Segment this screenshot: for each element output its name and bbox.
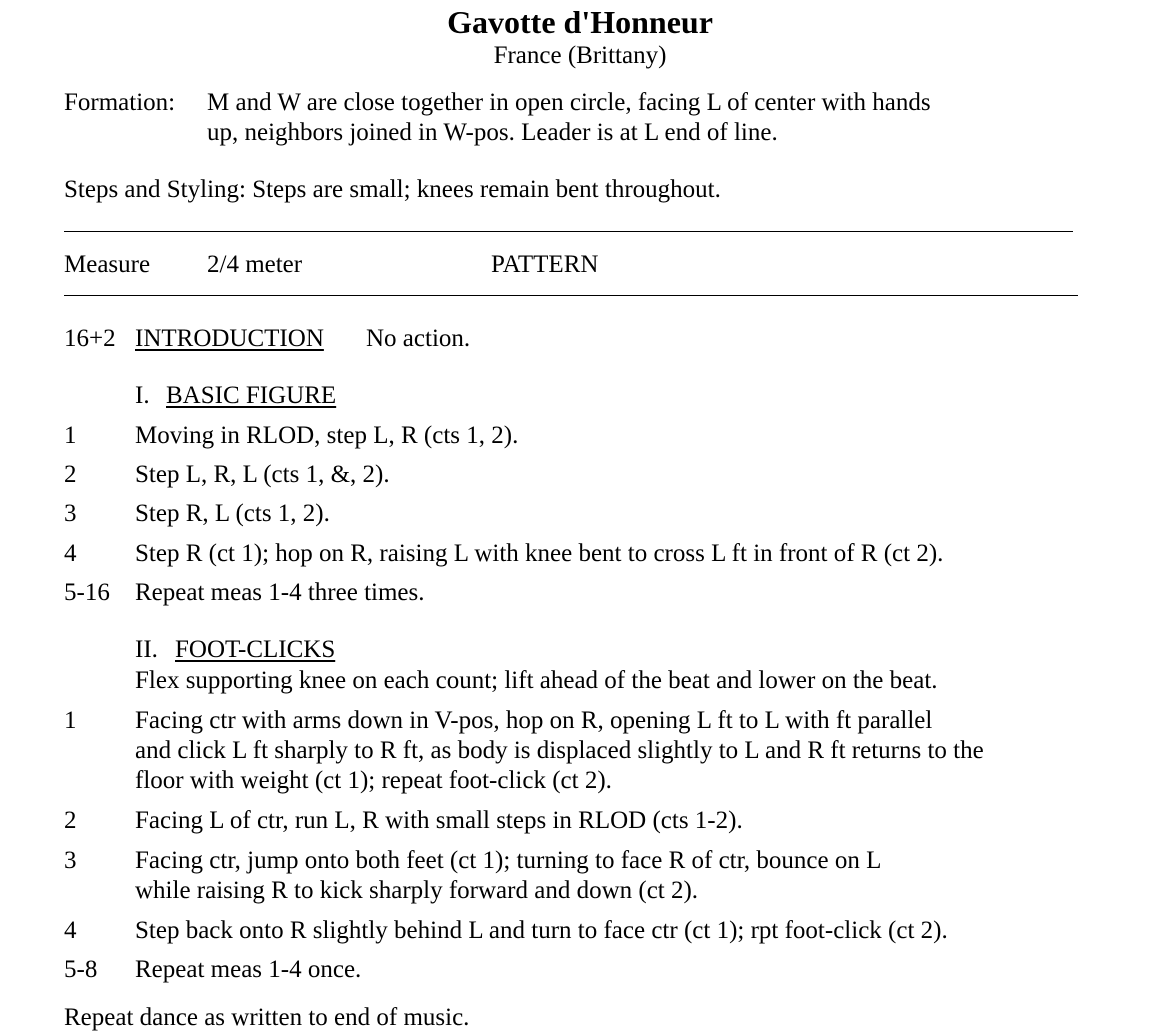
column-header-measure: Measure [64, 251, 151, 278]
figure2-row-3-measure: 3 [64, 847, 77, 874]
page-title: Gavotte d'Honneur [447, 4, 713, 40]
figure1-row-3-text: Step R, L (cts 1, 2). [135, 500, 330, 527]
figure2-row-4-text: Step back onto R slightly behind L and turn to face ctr (ct 1); rpt foot-click (ct 2). [135, 917, 948, 944]
formation-line-1: M and W are close together in open circle, facing L of center with hands [207, 89, 931, 116]
figure1-row-4-text: Step R (ct 1); hop on R, raising L with knee bent to cross L ft in front of R (ct 2). [135, 540, 944, 567]
page-subtitle: France (Brittany) [493, 42, 667, 69]
figure2-heading: FOOT-CLICKS [175, 636, 336, 663]
figure1-numeral: I. [135, 382, 150, 409]
figure1-heading: BASIC FIGURE [166, 382, 337, 409]
figure2-numeral: II. [135, 636, 158, 663]
divider-top [64, 231, 1073, 232]
figure2-row-4-measure: 4 [64, 917, 77, 944]
divider-bottom [64, 295, 1078, 296]
figure2-row-5-measure: 5-8 [64, 956, 98, 983]
figure2-row-1-line-2: and click L ft sharply to R ft, as body is displaced slightly to L and R ft returns to the [135, 737, 984, 764]
figure2-row-1-line-3: floor with weight (ct 1); repeat foot-click (ct 2). [135, 767, 612, 794]
figure2-row-1-measure: 1 [64, 707, 77, 734]
figure1-row-4-measure: 4 [64, 540, 77, 567]
intro-heading: INTRODUCTION [135, 325, 324, 352]
figure2-row-1-line-1: Facing ctr with arms down in V-pos, hop on R, opening L ft to L with ft parallel [135, 707, 933, 734]
figure1-row-2-text: Step L, R, L (cts 1, &, 2). [135, 461, 390, 488]
figure1-row-1-text: Moving in RLOD, step L, R (cts 1, 2). [135, 422, 519, 449]
formation-line-2: up, neighbors joined in W-pos. Leader is at L end of line. [207, 119, 778, 146]
figure2-row-5-text: Repeat meas 1-4 once. [135, 956, 362, 983]
figure2-row-3-line-1: Facing ctr, jump onto both feet (ct 1); turning to face R of ctr, bounce on L [135, 847, 882, 874]
closing-instruction: Repeat dance as written to end of music. [64, 1004, 470, 1031]
figure1-row-1-measure: 1 [64, 422, 77, 449]
figure1-row-5-text: Repeat meas 1-4 three times. [135, 579, 425, 606]
steps-styling: Steps and Styling: Steps are small; knees remain bent throughout. [64, 176, 721, 203]
intro-text: No action. [366, 325, 471, 352]
figure2-row-3-line-2: while raising R to kick sharply forward and down (ct 2). [135, 877, 699, 904]
figure1-row-3-measure: 3 [64, 500, 77, 527]
figure1-row-2-measure: 2 [64, 461, 77, 488]
figure1-row-5-measure: 5-16 [64, 579, 110, 606]
figure2-row-2-text: Facing L of ctr, run L, R with small steps in RLOD (cts 1-2). [135, 807, 743, 834]
figure2-note: Flex supporting knee on each count; lift ahead of the beat and lower on the beat. [135, 667, 938, 694]
column-header-meter: 2/4 meter [207, 251, 303, 278]
column-header-pattern: PATTERN [491, 251, 599, 278]
formation-label: Formation: [64, 89, 176, 116]
intro-measure: 16+2 [64, 325, 116, 352]
figure2-row-2-measure: 2 [64, 807, 77, 834]
